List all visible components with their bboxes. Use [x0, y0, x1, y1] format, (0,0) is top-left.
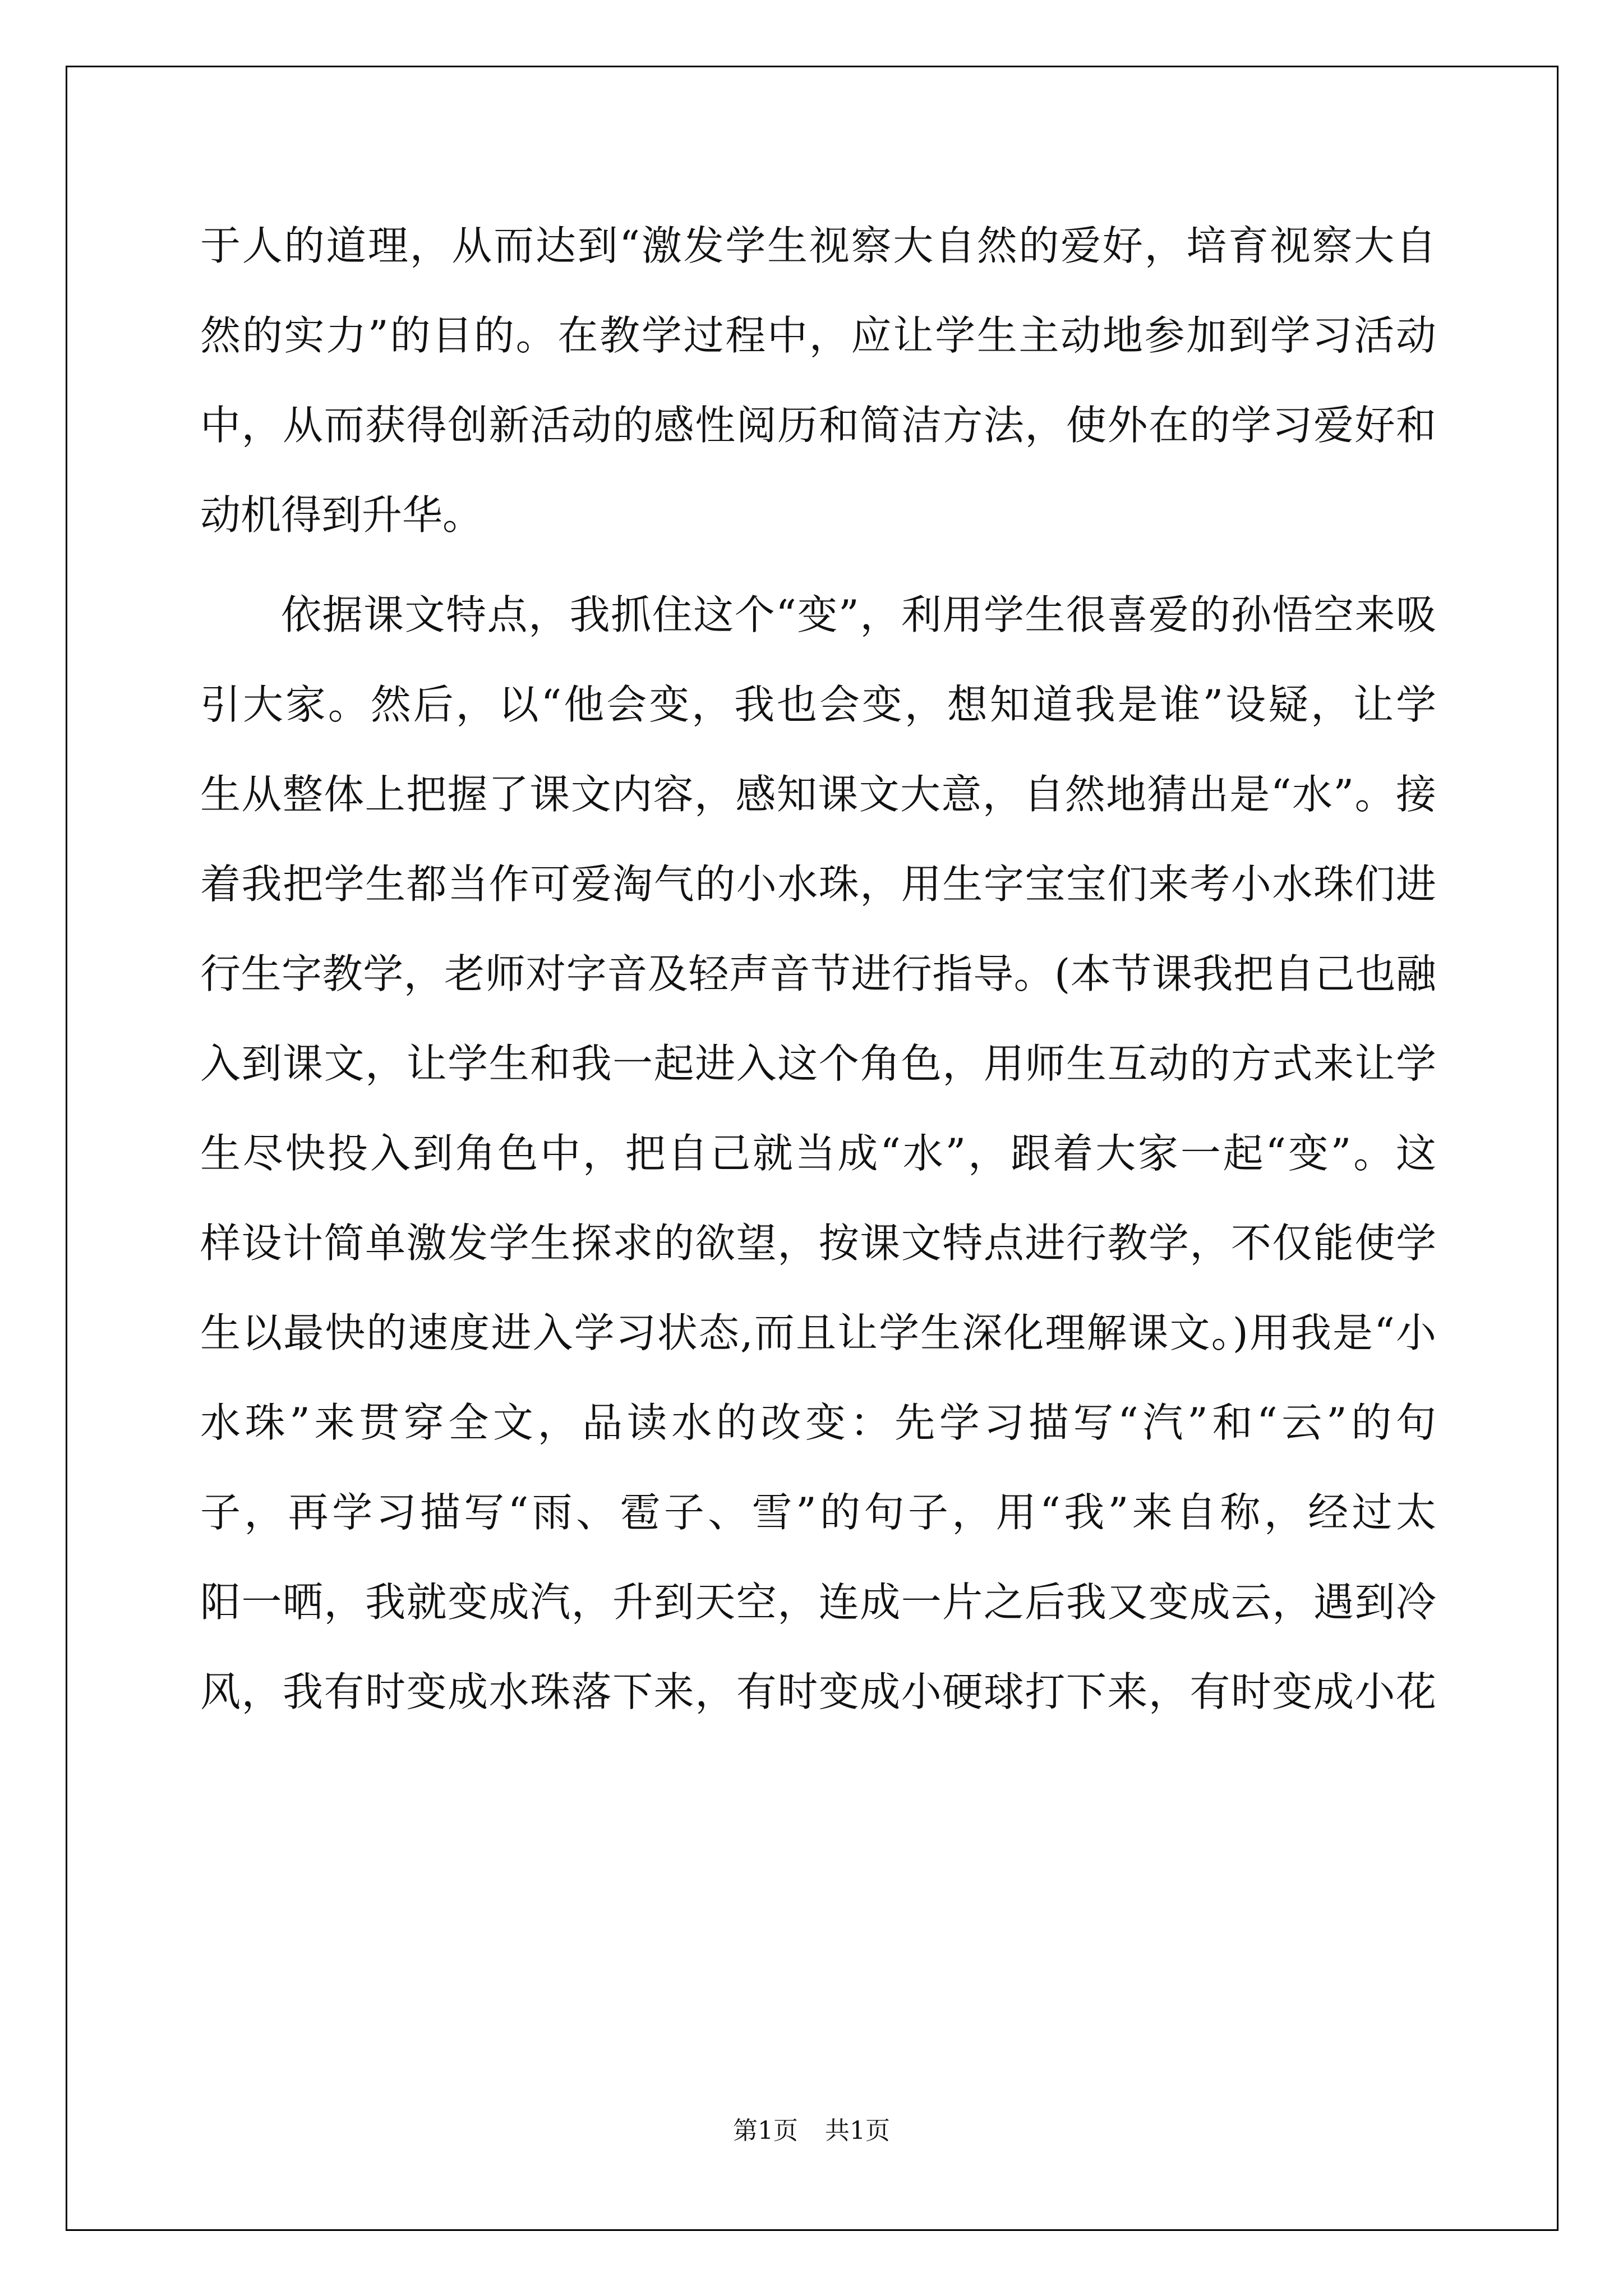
page-total: 共1页	[825, 2116, 890, 2145]
text-line: 生从整体上把握了课文内容，感知课文大意，自然地猜出是“水”。接	[200, 771, 1436, 818]
paragraph-1	[200, 201, 1436, 560]
paragraph-2	[200, 570, 1436, 1737]
page-footer	[0, 2110, 1623, 2146]
text-line: 着我把学生都当作可爱淘气的小水珠，用生字宝宝们来考小水珠们进	[200, 861, 1436, 908]
text-line: 于人的道理，从而达到“激发学生视察大自然的爱好，培育视察大自	[200, 222, 1436, 269]
text-line: 引大家。然后，以“他会变，我也会变，想知道我是谁”设疑，让学	[200, 681, 1436, 728]
text-line: 依据课文特点，我抓住这个“变”，利用学生很喜爱的孙悟空来吸	[281, 591, 1436, 638]
page-number: 第1页	[733, 2116, 798, 2145]
text-line: 生以最快的速度进入学习状态,而且让学生深化理解课文。)用我是“小	[200, 1309, 1436, 1356]
text-line: 入到课文，让学生和我一起进入这个角色，用师生互动的方式来让学	[200, 1040, 1436, 1087]
text-line: 风，我有时变成水珠落下来，有时变成小硬球打下来，有时变成小花	[200, 1668, 1436, 1715]
text-line: 水珠”来贯穿全文，品读水的改变：先学习描写“汽”和“云”的句	[200, 1399, 1436, 1446]
document-body	[200, 201, 1436, 1737]
text-line: 阳一晒，我就变成汽，升到天空，连成一片之后我又变成云，遇到冷	[200, 1579, 1436, 1626]
text-line: 中，从而获得创新活动的感性阅历和简洁方法，使外在的学习爱好和	[200, 402, 1436, 449]
paragraph-spacer	[200, 560, 1436, 570]
text-line: 动机得到升华。	[200, 491, 483, 539]
text-line: 行生字教学，老师对字音及轻声音节进行指导。(本节课我把自己也融	[200, 950, 1436, 997]
text-line: 子，再学习描写“雨、雹子、雪”的句子，用“我”来自称，经过太	[200, 1489, 1436, 1536]
text-line: 生尽快投入到角色中，把自己就当成“水”，跟着大家一起“变”。这	[200, 1130, 1436, 1177]
text-line: 然的实力”的目的。在教学过程中，应让学生主动地参加到学习活动	[200, 312, 1436, 359]
text-line: 样设计简单激发学生探求的欲望，按课文特点进行教学，不仅能使学	[200, 1220, 1436, 1267]
